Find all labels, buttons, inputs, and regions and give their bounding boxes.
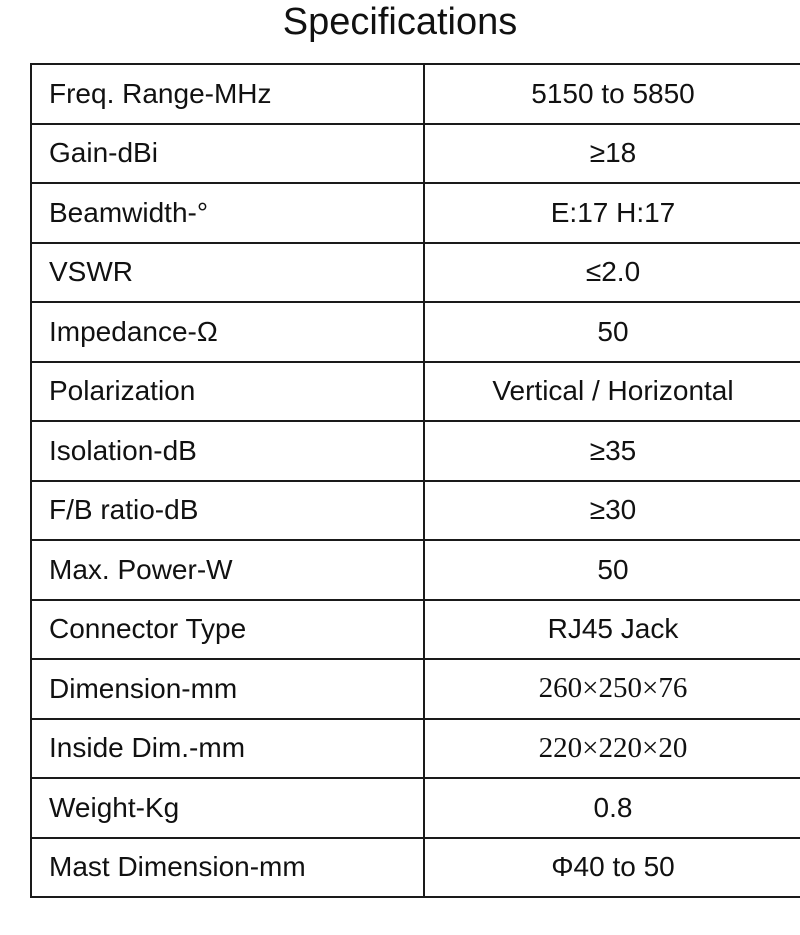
table-row [31, 600, 800, 660]
spec-value: ≥18 [424, 124, 800, 184]
table-row [31, 183, 800, 243]
spec-value: ≤2.0 [424, 243, 800, 303]
spec-label: Weight-Kg [31, 778, 424, 838]
spec-value: E:17 H:17 [424, 183, 800, 243]
spec-label: Freq. Range-MHz [31, 64, 424, 124]
table-row [31, 243, 800, 303]
spec-value: ≥30 [424, 481, 800, 541]
spec-value: 50 [424, 540, 800, 600]
specifications-table [30, 63, 800, 898]
page-title: Specifications [282, 1, 518, 43]
table-row [31, 719, 800, 779]
table-row [31, 302, 800, 362]
table-row [31, 362, 800, 422]
spec-label: Polarization [31, 362, 424, 422]
spec-label: Max. Power-W [31, 540, 424, 600]
spec-label: F/B ratio-dB [31, 481, 424, 541]
spec-label: Isolation-dB [31, 421, 424, 481]
spec-label: Inside Dim.-mm [31, 719, 424, 779]
spec-value: RJ45 Jack [424, 600, 800, 660]
spec-value: 50 [424, 302, 800, 362]
spec-value: ≥35 [424, 421, 800, 481]
spec-label: Beamwidth-° [31, 183, 424, 243]
spec-label: Mast Dimension-mm [31, 838, 424, 898]
table-row [31, 124, 800, 184]
spec-label: Connector Type [31, 600, 424, 660]
table-row [31, 64, 800, 124]
table-row [31, 778, 800, 838]
spec-value: 5150 to 5850 [424, 64, 800, 124]
spec-value: Φ40 to 50 [424, 838, 800, 898]
spec-value: 0.8 [424, 778, 800, 838]
spec-label: Dimension-mm [31, 659, 424, 719]
spec-value: 220×220×20 [424, 719, 800, 779]
table-row [31, 421, 800, 481]
table-row [31, 540, 800, 600]
spec-value: Vertical / Horizontal [424, 362, 800, 422]
spec-value: 260×250×76 [424, 659, 800, 719]
spec-label: Impedance-Ω [31, 302, 424, 362]
spec-label: Gain-dBi [31, 124, 424, 184]
table-row [31, 838, 800, 898]
table-row [31, 659, 800, 719]
table-row [31, 481, 800, 541]
spec-label: VSWR [31, 243, 424, 303]
